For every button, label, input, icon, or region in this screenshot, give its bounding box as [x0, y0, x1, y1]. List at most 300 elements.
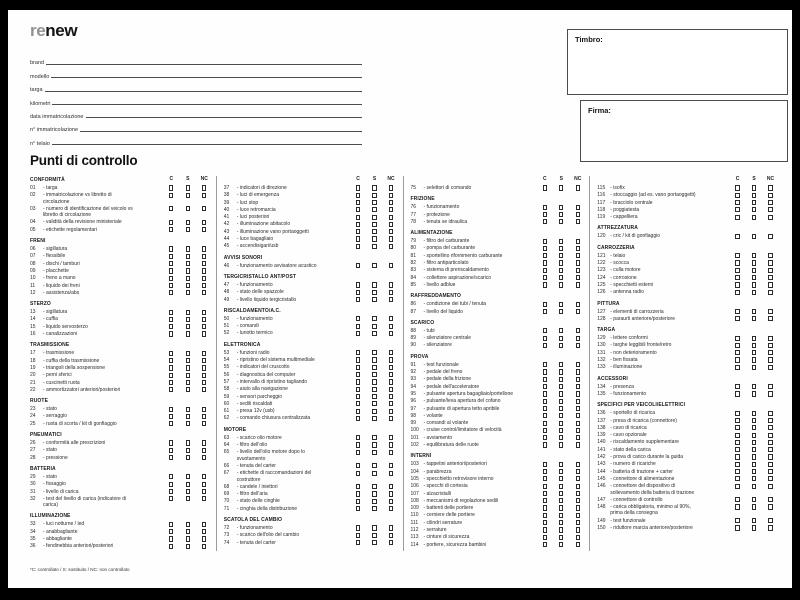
checkbox-s-45[interactable]: [372, 244, 376, 249]
checkbox-nc-52[interactable]: [389, 331, 393, 336]
checkbox-nc-149[interactable]: [768, 518, 772, 523]
checkbox-nc-107[interactable]: [576, 491, 580, 496]
checkbox-c-120[interactable]: [735, 234, 739, 239]
checkbox-s-135[interactable]: [752, 391, 756, 396]
checkbox-nc-30[interactable]: [202, 482, 206, 487]
checkbox-c-50[interactable]: [356, 316, 360, 321]
checkbox-nc-138[interactable]: [768, 425, 772, 430]
checkbox-nc-77[interactable]: [576, 212, 580, 217]
checkbox-s-48[interactable]: [372, 290, 376, 295]
checkbox-nc-108[interactable]: [576, 498, 580, 503]
checkbox-s-102[interactable]: [559, 442, 563, 447]
checkbox-nc-64[interactable]: [389, 442, 393, 447]
checkbox-nc-62[interactable]: [389, 416, 393, 421]
checkbox-nc-31[interactable]: [202, 489, 206, 494]
checkbox-nc-116[interactable]: [768, 193, 772, 198]
checkbox-nc-04[interactable]: [202, 220, 206, 225]
checkbox-c-64[interactable]: [356, 442, 360, 447]
checkbox-s-19[interactable]: [186, 365, 190, 370]
checkbox-s-107[interactable]: [559, 491, 563, 496]
checkbox-nc-148[interactable]: [768, 504, 772, 509]
checkbox-nc-84[interactable]: [576, 275, 580, 280]
checkbox-c-124[interactable]: [735, 275, 739, 280]
checkbox-c-35[interactable]: [169, 536, 173, 541]
checkbox-nc-69[interactable]: [389, 491, 393, 496]
checkbox-nc-130[interactable]: [768, 343, 772, 348]
checkbox-c-37[interactable]: [356, 185, 360, 190]
checkbox-c-107[interactable]: [543, 491, 547, 496]
checkbox-s-138[interactable]: [752, 425, 756, 430]
checkbox-s-46[interactable]: [372, 263, 376, 268]
checkbox-c-09[interactable]: [169, 268, 173, 273]
checkbox-s-12[interactable]: [186, 290, 190, 295]
checkbox-nc-42[interactable]: [389, 222, 393, 227]
checkbox-nc-34[interactable]: [202, 529, 206, 534]
checkbox-nc-39[interactable]: [389, 200, 393, 205]
checkbox-c-108[interactable]: [543, 498, 547, 503]
checkbox-c-62[interactable]: [356, 416, 360, 421]
checkbox-s-136[interactable]: [752, 411, 756, 416]
checkbox-nc-22[interactable]: [202, 387, 206, 392]
checkbox-nc-58[interactable]: [389, 387, 393, 392]
checkbox-s-149[interactable]: [752, 518, 756, 523]
checkbox-s-68[interactable]: [372, 484, 376, 489]
checkbox-c-104[interactable]: [543, 469, 547, 474]
checkbox-nc-91[interactable]: [576, 362, 580, 367]
checkbox-nc-53[interactable]: [389, 350, 393, 355]
checkbox-nc-37[interactable]: [389, 185, 393, 190]
checkbox-s-98[interactable]: [559, 413, 563, 418]
checkbox-c-55[interactable]: [356, 365, 360, 370]
checkbox-c-60[interactable]: [356, 401, 360, 406]
checkbox-nc-131[interactable]: [768, 350, 772, 355]
checkbox-s-126[interactable]: [752, 290, 756, 295]
checkbox-s-08[interactable]: [186, 261, 190, 266]
checkbox-c-123[interactable]: [735, 268, 739, 273]
checkbox-nc-109[interactable]: [576, 505, 580, 510]
checkbox-nc-59[interactable]: [389, 394, 393, 399]
checkbox-c-128[interactable]: [735, 316, 739, 321]
checkbox-c-148[interactable]: [735, 504, 739, 509]
checkbox-s-94[interactable]: [559, 384, 563, 389]
checkbox-s-106[interactable]: [559, 484, 563, 489]
checkbox-nc-65[interactable]: [389, 450, 393, 455]
checkbox-nc-14[interactable]: [202, 317, 206, 322]
checkbox-s-120[interactable]: [752, 234, 756, 239]
checkbox-nc-70[interactable]: [389, 499, 393, 504]
checkbox-nc-150[interactable]: [768, 525, 772, 530]
checkbox-s-57[interactable]: [372, 379, 376, 384]
checkbox-s-110[interactable]: [559, 513, 563, 518]
checkbox-nc-95[interactable]: [576, 391, 580, 396]
checkbox-nc-57[interactable]: [389, 379, 393, 384]
checkbox-s-23[interactable]: [186, 407, 190, 412]
checkbox-nc-103[interactable]: [576, 462, 580, 467]
checkbox-nc-114[interactable]: [576, 542, 580, 547]
checkbox-s-76[interactable]: [559, 205, 563, 210]
checkbox-s-95[interactable]: [559, 391, 563, 396]
checkbox-nc-133[interactable]: [768, 365, 772, 370]
checkbox-s-140[interactable]: [752, 440, 756, 445]
checkbox-c-04[interactable]: [169, 220, 173, 225]
checkbox-s-64[interactable]: [372, 442, 376, 447]
checkbox-c-137[interactable]: [735, 418, 739, 423]
checkbox-s-07[interactable]: [186, 254, 190, 259]
checkbox-nc-83[interactable]: [576, 268, 580, 273]
checkbox-s-35[interactable]: [186, 536, 190, 541]
checkbox-nc-90[interactable]: [576, 343, 580, 348]
checkbox-c-11[interactable]: [169, 283, 173, 288]
n-telaio-field[interactable]: [52, 144, 362, 145]
checkbox-nc-10[interactable]: [202, 276, 206, 281]
checkbox-nc-07[interactable]: [202, 254, 206, 259]
checkbox-s-128[interactable]: [752, 316, 756, 321]
checkbox-s-115[interactable]: [752, 185, 756, 190]
checkbox-s-31[interactable]: [186, 489, 190, 494]
checkbox-nc-78[interactable]: [576, 219, 580, 224]
checkbox-c-130[interactable]: [735, 343, 739, 348]
checkbox-c-101[interactable]: [543, 435, 547, 440]
checkbox-c-109[interactable]: [543, 505, 547, 510]
checkbox-c-115[interactable]: [735, 185, 739, 190]
checkbox-c-76[interactable]: [543, 205, 547, 210]
checkbox-nc-16[interactable]: [202, 331, 206, 336]
checkbox-c-05[interactable]: [169, 227, 173, 232]
checkbox-c-63[interactable]: [356, 435, 360, 440]
checkbox-nc-118[interactable]: [768, 207, 772, 212]
checkbox-c-29[interactable]: [169, 474, 173, 479]
checkbox-c-03[interactable]: [169, 206, 173, 211]
checkbox-s-81[interactable]: [559, 253, 563, 258]
checkbox-c-46[interactable]: [356, 263, 360, 268]
checkbox-s-04[interactable]: [186, 220, 190, 225]
checkbox-s-38[interactable]: [372, 193, 376, 198]
checkbox-c-06[interactable]: [169, 246, 173, 251]
checkbox-c-94[interactable]: [543, 384, 547, 389]
checkbox-nc-128[interactable]: [768, 316, 772, 321]
checkbox-nc-105[interactable]: [576, 476, 580, 481]
checkbox-c-32[interactable]: [169, 496, 173, 501]
checkbox-c-102[interactable]: [543, 442, 547, 447]
checkbox-nc-33[interactable]: [202, 522, 206, 527]
checkbox-nc-50[interactable]: [389, 316, 393, 321]
checkbox-nc-08[interactable]: [202, 261, 206, 266]
checkbox-s-82[interactable]: [559, 260, 563, 265]
checkbox-c-41[interactable]: [356, 215, 360, 220]
checkbox-nc-61[interactable]: [389, 409, 393, 414]
checkbox-s-78[interactable]: [559, 219, 563, 224]
checkbox-s-13[interactable]: [186, 310, 190, 315]
checkbox-s-27[interactable]: [186, 448, 190, 453]
checkbox-c-36[interactable]: [169, 544, 173, 549]
checkbox-c-83[interactable]: [543, 268, 547, 273]
checkbox-s-85[interactable]: [559, 282, 563, 287]
checkbox-s-87[interactable]: [559, 309, 563, 314]
checkbox-c-68[interactable]: [356, 484, 360, 489]
checkbox-nc-106[interactable]: [576, 484, 580, 489]
checkbox-nc-66[interactable]: [389, 463, 393, 468]
checkbox-c-08[interactable]: [169, 261, 173, 266]
checkbox-c-30[interactable]: [169, 482, 173, 487]
targa-field[interactable]: [45, 91, 362, 92]
checkbox-nc-119[interactable]: [768, 215, 772, 220]
checkbox-c-19[interactable]: [169, 365, 173, 370]
checkbox-c-121[interactable]: [735, 253, 739, 258]
checkbox-c-136[interactable]: [735, 411, 739, 416]
modello-field[interactable]: [51, 77, 362, 78]
checkbox-nc-51[interactable]: [389, 324, 393, 329]
checkbox-s-39[interactable]: [372, 200, 376, 205]
checkbox-c-81[interactable]: [543, 253, 547, 258]
checkbox-c-10[interactable]: [169, 276, 173, 281]
checkbox-s-132[interactable]: [752, 357, 756, 362]
checkbox-s-113[interactable]: [559, 535, 563, 540]
checkbox-s-145[interactable]: [752, 476, 756, 481]
checkbox-nc-101[interactable]: [576, 435, 580, 440]
checkbox-c-97[interactable]: [543, 406, 547, 411]
checkbox-nc-121[interactable]: [768, 253, 772, 258]
checkbox-nc-55[interactable]: [389, 365, 393, 370]
checkbox-c-141[interactable]: [735, 447, 739, 452]
checkbox-c-117[interactable]: [735, 200, 739, 205]
n-immatricolazione-field[interactable]: [80, 131, 362, 132]
checkbox-c-07[interactable]: [169, 254, 173, 259]
checkbox-s-24[interactable]: [186, 414, 190, 419]
checkbox-s-63[interactable]: [372, 435, 376, 440]
checkbox-nc-41[interactable]: [389, 215, 393, 220]
checkbox-c-89[interactable]: [543, 336, 547, 341]
checkbox-c-44[interactable]: [356, 236, 360, 241]
checkbox-nc-115[interactable]: [768, 185, 772, 190]
checkbox-s-133[interactable]: [752, 365, 756, 370]
checkbox-s-80[interactable]: [559, 246, 563, 251]
checkbox-c-38[interactable]: [356, 193, 360, 198]
checkbox-c-01[interactable]: [169, 185, 173, 190]
checkbox-nc-46[interactable]: [389, 263, 393, 268]
checkbox-s-62[interactable]: [372, 416, 376, 421]
checkbox-s-134[interactable]: [752, 384, 756, 389]
checkbox-c-31[interactable]: [169, 489, 173, 494]
checkbox-s-02[interactable]: [186, 193, 190, 198]
checkbox-nc-99[interactable]: [576, 421, 580, 426]
checkbox-nc-47[interactable]: [389, 282, 393, 287]
checkbox-c-26[interactable]: [169, 440, 173, 445]
checkbox-c-144[interactable]: [735, 469, 739, 474]
checkbox-c-143[interactable]: [735, 462, 739, 467]
checkbox-c-106[interactable]: [543, 484, 547, 489]
checkbox-c-02[interactable]: [169, 193, 173, 198]
checkbox-c-49[interactable]: [356, 297, 360, 302]
checkbox-c-17[interactable]: [169, 351, 173, 356]
checkbox-nc-27[interactable]: [202, 448, 206, 453]
checkbox-s-49[interactable]: [372, 297, 376, 302]
checkbox-nc-75[interactable]: [576, 185, 580, 190]
checkbox-nc-127[interactable]: [768, 309, 772, 314]
checkbox-s-33[interactable]: [186, 522, 190, 527]
checkbox-s-137[interactable]: [752, 418, 756, 423]
checkbox-nc-122[interactable]: [768, 260, 772, 265]
checkbox-nc-88[interactable]: [576, 328, 580, 333]
checkbox-c-127[interactable]: [735, 309, 739, 314]
checkbox-nc-06[interactable]: [202, 246, 206, 251]
checkbox-s-05[interactable]: [186, 227, 190, 232]
checkbox-nc-40[interactable]: [389, 207, 393, 212]
checkbox-c-48[interactable]: [356, 290, 360, 295]
checkbox-s-03[interactable]: [186, 206, 190, 211]
checkbox-c-52[interactable]: [356, 331, 360, 336]
checkbox-nc-68[interactable]: [389, 484, 393, 489]
checkbox-nc-02[interactable]: [202, 193, 206, 198]
checkbox-s-117[interactable]: [752, 200, 756, 205]
checkbox-nc-125[interactable]: [768, 282, 772, 287]
checkbox-nc-134[interactable]: [768, 384, 772, 389]
checkbox-s-97[interactable]: [559, 406, 563, 411]
checkbox-nc-01[interactable]: [202, 185, 206, 190]
checkbox-s-101[interactable]: [559, 435, 563, 440]
checkbox-s-01[interactable]: [186, 185, 190, 190]
checkbox-nc-81[interactable]: [576, 253, 580, 258]
checkbox-nc-35[interactable]: [202, 536, 206, 541]
checkbox-c-39[interactable]: [356, 200, 360, 205]
checkbox-nc-60[interactable]: [389, 401, 393, 406]
checkbox-s-10[interactable]: [186, 276, 190, 281]
checkbox-c-99[interactable]: [543, 421, 547, 426]
checkbox-nc-28[interactable]: [202, 455, 206, 460]
checkbox-nc-111[interactable]: [576, 520, 580, 525]
checkbox-nc-120[interactable]: [768, 234, 772, 239]
checkbox-nc-82[interactable]: [576, 260, 580, 265]
checkbox-s-67[interactable]: [372, 471, 376, 476]
checkbox-nc-85[interactable]: [576, 282, 580, 287]
checkbox-c-111[interactable]: [543, 520, 547, 525]
checkbox-c-61[interactable]: [356, 409, 360, 414]
checkbox-nc-126[interactable]: [768, 290, 772, 295]
checkbox-c-95[interactable]: [543, 391, 547, 396]
checkbox-c-113[interactable]: [543, 535, 547, 540]
checkbox-nc-117[interactable]: [768, 200, 772, 205]
checkbox-s-93[interactable]: [559, 377, 563, 382]
checkbox-s-54[interactable]: [372, 357, 376, 362]
checkbox-nc-123[interactable]: [768, 268, 772, 273]
checkbox-c-150[interactable]: [735, 525, 739, 530]
checkbox-c-146[interactable]: [735, 484, 739, 489]
checkbox-nc-17[interactable]: [202, 351, 206, 356]
checkbox-s-150[interactable]: [752, 525, 756, 530]
checkbox-nc-25[interactable]: [202, 421, 206, 426]
checkbox-c-42[interactable]: [356, 222, 360, 227]
checkbox-s-28[interactable]: [186, 455, 190, 460]
checkbox-s-43[interactable]: [372, 229, 376, 234]
checkbox-c-47[interactable]: [356, 282, 360, 287]
data-immatricolazione-field[interactable]: [86, 117, 363, 118]
checkbox-c-139[interactable]: [735, 433, 739, 438]
checkbox-c-27[interactable]: [169, 448, 173, 453]
checkbox-s-53[interactable]: [372, 350, 376, 355]
checkbox-nc-26[interactable]: [202, 440, 206, 445]
checkbox-c-72[interactable]: [356, 525, 360, 530]
checkbox-c-135[interactable]: [735, 391, 739, 396]
checkbox-nc-74[interactable]: [389, 540, 393, 545]
checkbox-s-86[interactable]: [559, 302, 563, 307]
checkbox-nc-67[interactable]: [389, 471, 393, 476]
checkbox-nc-19[interactable]: [202, 365, 206, 370]
checkbox-nc-21[interactable]: [202, 380, 206, 385]
checkbox-c-23[interactable]: [169, 407, 173, 412]
checkbox-nc-43[interactable]: [389, 229, 393, 234]
checkbox-c-53[interactable]: [356, 350, 360, 355]
checkbox-nc-18[interactable]: [202, 358, 206, 363]
checkbox-s-92[interactable]: [559, 369, 563, 374]
checkbox-s-96[interactable]: [559, 399, 563, 404]
checkbox-c-25[interactable]: [169, 421, 173, 426]
checkbox-nc-11[interactable]: [202, 283, 206, 288]
checkbox-s-130[interactable]: [752, 343, 756, 348]
checkbox-c-90[interactable]: [543, 343, 547, 348]
checkbox-s-104[interactable]: [559, 469, 563, 474]
checkbox-s-15[interactable]: [186, 324, 190, 329]
checkbox-s-111[interactable]: [559, 520, 563, 525]
checkbox-nc-56[interactable]: [389, 372, 393, 377]
checkbox-s-131[interactable]: [752, 350, 756, 355]
checkbox-s-14[interactable]: [186, 317, 190, 322]
checkbox-nc-44[interactable]: [389, 236, 393, 241]
checkbox-c-118[interactable]: [735, 207, 739, 212]
checkbox-c-14[interactable]: [169, 317, 173, 322]
checkbox-nc-113[interactable]: [576, 535, 580, 540]
checkbox-c-77[interactable]: [543, 212, 547, 217]
checkbox-c-70[interactable]: [356, 499, 360, 504]
checkbox-s-65[interactable]: [372, 450, 376, 455]
checkbox-nc-147[interactable]: [768, 497, 772, 502]
checkbox-c-149[interactable]: [735, 518, 739, 523]
checkbox-nc-79[interactable]: [576, 239, 580, 244]
checkbox-nc-76[interactable]: [576, 205, 580, 210]
checkbox-s-55[interactable]: [372, 365, 376, 370]
checkbox-s-88[interactable]: [559, 328, 563, 333]
checkbox-nc-87[interactable]: [576, 309, 580, 314]
checkbox-nc-86[interactable]: [576, 302, 580, 307]
checkbox-c-100[interactable]: [543, 428, 547, 433]
checkbox-c-28[interactable]: [169, 455, 173, 460]
checkbox-c-147[interactable]: [735, 497, 739, 502]
checkbox-s-105[interactable]: [559, 476, 563, 481]
checkbox-s-09[interactable]: [186, 268, 190, 273]
checkbox-s-89[interactable]: [559, 336, 563, 341]
checkbox-s-139[interactable]: [752, 433, 756, 438]
checkbox-c-45[interactable]: [356, 244, 360, 249]
checkbox-c-131[interactable]: [735, 350, 739, 355]
checkbox-nc-20[interactable]: [202, 373, 206, 378]
checkbox-c-71[interactable]: [356, 506, 360, 511]
checkbox-c-132[interactable]: [735, 357, 739, 362]
checkbox-nc-48[interactable]: [389, 290, 393, 295]
kilometri-field[interactable]: [52, 104, 362, 105]
checkbox-s-37[interactable]: [372, 185, 376, 190]
checkbox-s-30[interactable]: [186, 482, 190, 487]
checkbox-nc-112[interactable]: [576, 527, 580, 532]
checkbox-nc-129[interactable]: [768, 336, 772, 341]
checkbox-c-34[interactable]: [169, 529, 173, 534]
checkbox-c-119[interactable]: [735, 215, 739, 220]
checkbox-nc-142[interactable]: [768, 454, 772, 459]
checkbox-c-134[interactable]: [735, 384, 739, 389]
checkbox-s-118[interactable]: [752, 207, 756, 212]
checkbox-s-11[interactable]: [186, 283, 190, 288]
checkbox-c-67[interactable]: [356, 471, 360, 476]
checkbox-s-70[interactable]: [372, 499, 376, 504]
checkbox-s-84[interactable]: [559, 275, 563, 280]
checkbox-c-59[interactable]: [356, 394, 360, 399]
